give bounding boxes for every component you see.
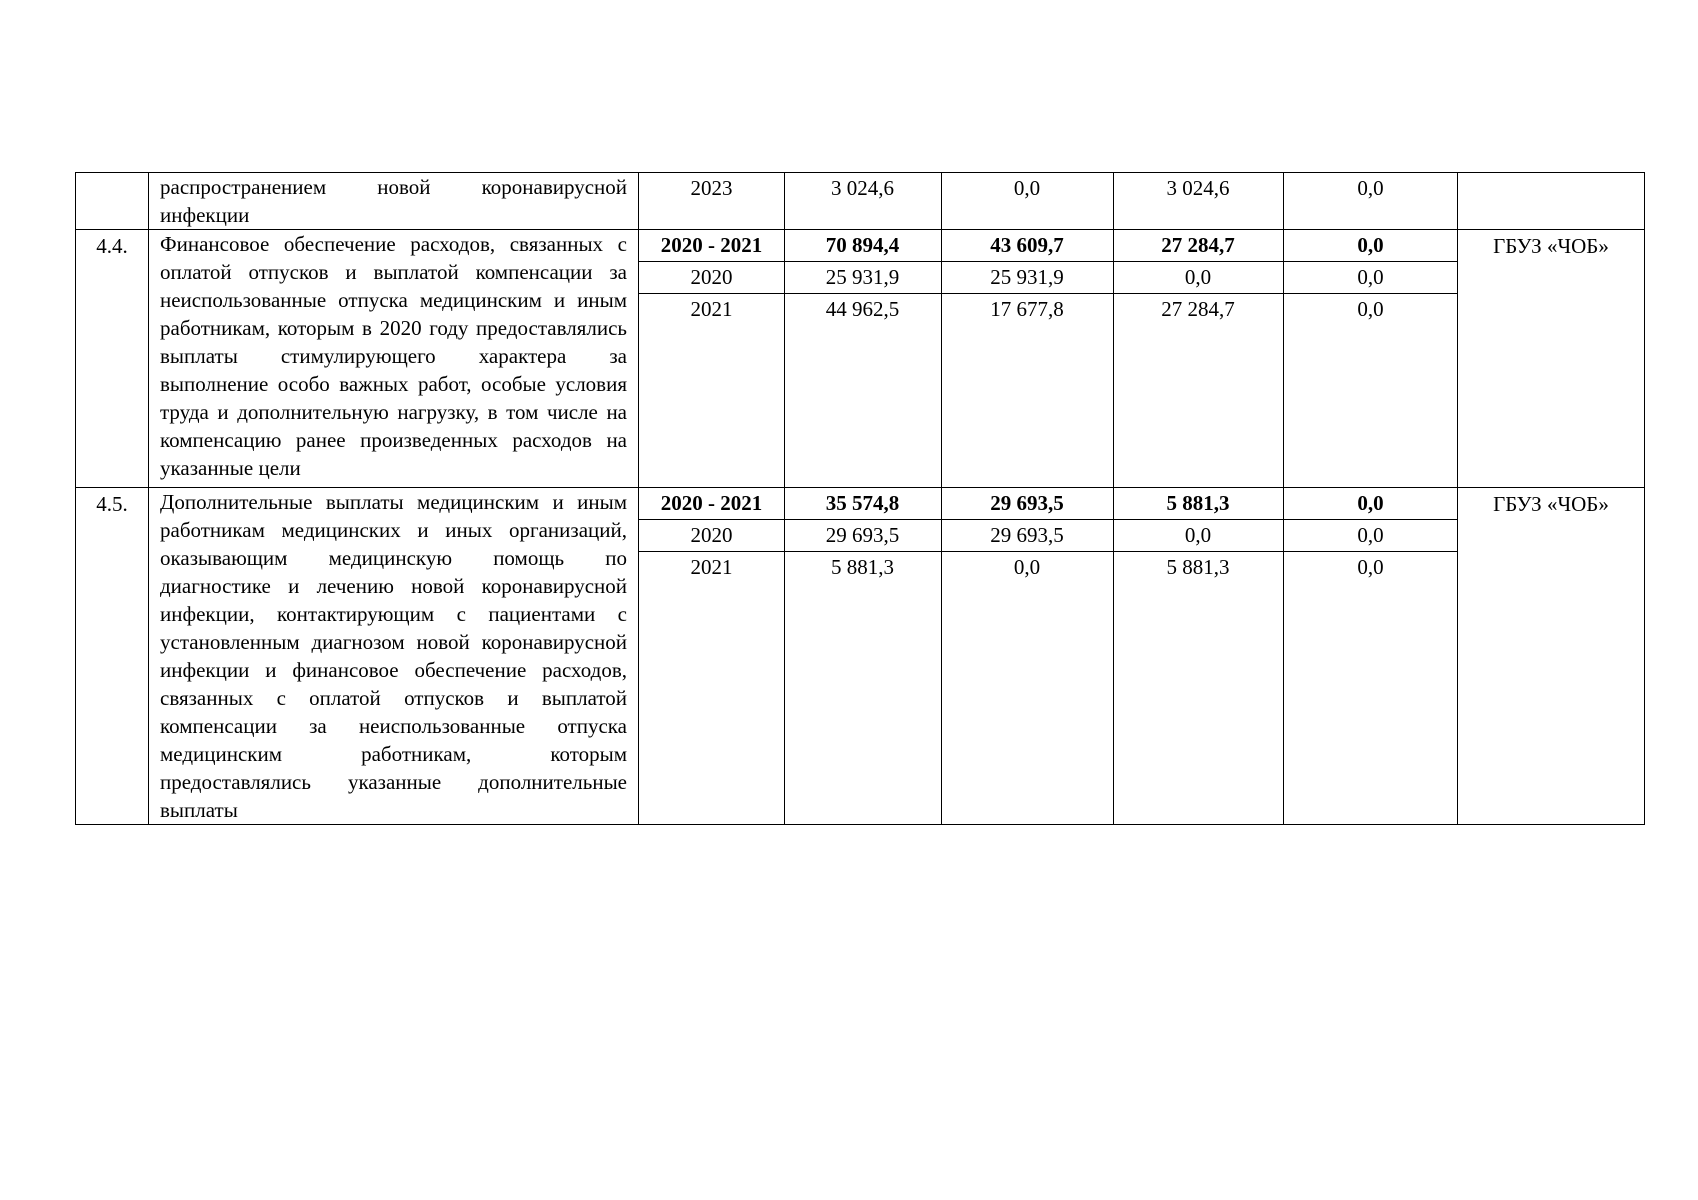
funding-source-2-cell: 0,0 — [1113, 520, 1283, 552]
column-divider — [1283, 173, 1284, 229]
funding-source-3-cell: 0,0 — [1357, 297, 1384, 321]
budget-table — [75, 172, 1645, 825]
funding-source-1-cell: 17 677,8 — [990, 297, 1064, 321]
funding-values-table — [639, 230, 1458, 325]
table-row — [76, 488, 1645, 825]
funding-row — [639, 520, 1458, 552]
item-number: 4.4. — [76, 230, 149, 488]
total-cell: 25 931,9 — [784, 262, 941, 294]
table-row — [76, 173, 1645, 230]
item-number: 4.5. — [76, 488, 149, 825]
funding-source-2-cell: 5 881,3 — [1113, 488, 1283, 520]
funding-source-2-cell: 5 881,3 — [1166, 555, 1230, 579]
executor: ГБУЗ «ЧОБ» — [1457, 488, 1644, 825]
funding-source-2-cell: 3 024,6 — [1166, 176, 1230, 200]
total-cell: 5 881,3 — [831, 555, 894, 579]
table-body — [76, 173, 1645, 825]
funding-row — [639, 173, 1458, 204]
total-cell: 3 024,6 — [831, 176, 894, 200]
column-divider — [784, 173, 785, 229]
executor — [1457, 173, 1644, 230]
item-description: распространением новой коронавирусной инфекции — [160, 175, 627, 227]
funding-values-table — [639, 173, 1458, 204]
item-description-cell — [149, 173, 639, 230]
funding-source-3-cell: 0,0 — [1283, 262, 1458, 294]
funding-source-1-cell: 25 931,9 — [941, 262, 1113, 294]
item-number — [76, 173, 149, 230]
column-divider — [941, 230, 942, 487]
funding-values-cell — [639, 173, 1458, 230]
year-cell: 2020 — [639, 520, 784, 552]
item-description: Финансовое обеспечение расходов, связанных с оплатой отпусков и выплатой компенсации за неиспользованные отпуска медицинским и иным работникам, которым в 2020 году предоставлялись выплаты стимулирующего характера за выполнение особо важных работ, особые условия труда и дополнительную нагрузку, в том числе на компенсацию ранее произведенных расходов на указанные цели — [160, 232, 627, 480]
item-description-cell — [149, 488, 639, 825]
total-cell: 29 693,5 — [784, 520, 941, 552]
year-cell: 2021 — [690, 555, 733, 579]
executor: ГБУЗ «ЧОБ» — [1457, 230, 1644, 488]
funding-source-3-cell: 0,0 — [1283, 488, 1458, 520]
funding-values-table — [639, 488, 1458, 583]
total-cell: 35 574,8 — [784, 488, 941, 520]
year-cell: 2020 — [639, 262, 784, 294]
year-cell: 2021 — [690, 297, 733, 321]
funding-source-3-cell: 0,0 — [1283, 230, 1458, 262]
column-divider — [1283, 488, 1284, 824]
funding-source-2-cell: 0,0 — [1113, 262, 1283, 294]
column-divider — [784, 230, 785, 487]
column-divider — [1113, 488, 1114, 824]
funding-values-cell — [639, 488, 1458, 825]
funding-row — [639, 552, 1458, 584]
funding-row — [639, 230, 1458, 262]
funding-source-2-cell: 27 284,7 — [1113, 230, 1283, 262]
funding-source-1-cell: 29 693,5 — [941, 488, 1113, 520]
funding-source-2-cell: 27 284,7 — [1161, 297, 1235, 321]
funding-source-1-cell: 0,0 — [1013, 555, 1041, 579]
total-cell: 44 962,5 — [825, 297, 900, 321]
column-divider — [1113, 173, 1114, 229]
total-cell: 70 894,4 — [784, 230, 941, 262]
funding-row — [639, 262, 1458, 294]
table-row — [76, 230, 1645, 488]
funding-source-3-cell: 0,0 — [1283, 520, 1458, 552]
funding-row — [639, 488, 1458, 520]
column-divider — [941, 488, 942, 824]
column-divider — [784, 488, 785, 824]
funding-row — [639, 294, 1458, 326]
funding-source-3-cell: 0,0 — [1357, 555, 1384, 579]
funding-source-1-cell: 0,0 — [1013, 176, 1041, 200]
column-divider — [1283, 230, 1284, 487]
year-cell: 2023 — [690, 176, 733, 200]
year-cell: 2020 - 2021 — [639, 488, 784, 520]
column-divider — [941, 173, 942, 229]
item-description-cell — [149, 230, 639, 488]
funding-values-cell — [639, 230, 1458, 488]
year-cell: 2020 - 2021 — [639, 230, 784, 262]
column-divider — [1113, 230, 1114, 487]
item-description: Дополнительные выплаты медицинским и иным работникам медицинских и иных организаций, оказывающим медицинскую помощь по диагностике и лечению новой коронавирусной инфекции, контактирующим с пациентами с установленным диагнозом новой коронавирусной инфекции и финансовое обеспечение расходов, связанных с оплатой отпусков и выплатой компенсации за неиспользованные отпуска медицинским работникам, которым предоставлялись указанные дополнительные выплаты — [160, 490, 627, 822]
funding-source-1-cell: 29 693,5 — [941, 520, 1113, 552]
funding-source-3-cell: 0,0 — [1357, 176, 1384, 200]
funding-source-1-cell: 43 609,7 — [941, 230, 1113, 262]
